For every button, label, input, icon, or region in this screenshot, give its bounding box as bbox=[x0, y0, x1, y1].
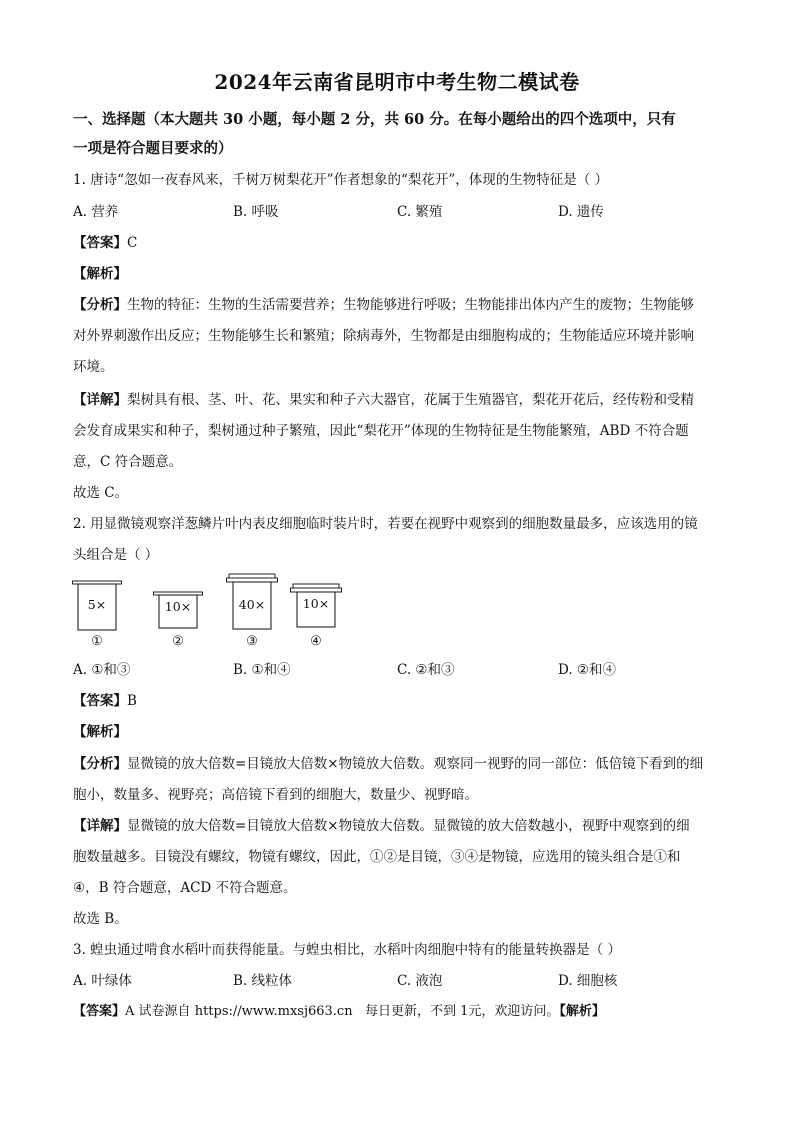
q2-option-b: B. ①和④ bbox=[233, 662, 291, 678]
q2-detail-line1 bbox=[73, 816, 733, 836]
detail-tag: 【详解】 bbox=[73, 392, 127, 408]
q2-analysis-tag: 【解析】 bbox=[73, 724, 127, 740]
footer-url-link[interactable]: https://www.mxsj663.cn bbox=[194, 1004, 353, 1019]
q2-conclusion: 故选 B。 bbox=[73, 911, 128, 927]
q1-stem: 1. 唐诗“忽如一夜春风来，千树万树梨花开”作者想象的“梨花开”，体现的生物特征是（ ） bbox=[73, 172, 609, 188]
lens-2-diagram bbox=[153, 590, 203, 630]
q1-option-a: A. 营养 bbox=[73, 204, 119, 220]
q1-detail-line3: 意，C 符合题意。 bbox=[73, 454, 183, 470]
q2-answer bbox=[73, 691, 733, 711]
answer-tag: 【答案】 bbox=[73, 235, 127, 251]
q3-answer-footer bbox=[73, 1002, 733, 1022]
lens-1-number: ① bbox=[91, 634, 103, 649]
q2-option-a: A. ①和③ bbox=[73, 662, 131, 678]
lens-2-number: ② bbox=[172, 634, 184, 649]
lens-2-label: 10× bbox=[164, 599, 192, 614]
q2-fenxi-line2: 胞小，数量多、视野亮；高倍镜下看到的细胞大，数量少、视野暗。 bbox=[73, 787, 478, 803]
fenxi-text: 显微镜的放大倍数=目镜放大倍数×物镜放大倍数。观察同一视野的同一部位：低倍镜下看到的细 bbox=[127, 756, 704, 772]
detail-text: 显微镜的放大倍数=目镜放大倍数×物镜放大倍数。显微镜的放大倍数越小，视野中观察到的细 bbox=[127, 818, 690, 834]
q1-detail-line1 bbox=[73, 390, 733, 410]
answer-tag: 【答案】 bbox=[73, 1004, 126, 1019]
detail-text: 梨树具有根、茎、叶、花、果实和种子六大器官，花属于生殖器官，梨花开花后，经传粉和受精 bbox=[127, 392, 694, 408]
q1-detail-line2: 会发育成果实和种子，梨树通过种子繁殖，因此“梨花开”体现的生物特征是生物能繁殖，ABD 不符合题 bbox=[73, 423, 689, 439]
q1-analysis-tag: 【解析】 bbox=[73, 266, 127, 282]
lens-1-diagram bbox=[72, 579, 122, 631]
answer-tag: 【答案】 bbox=[73, 693, 127, 709]
q3-option-d: D. 细胞核 bbox=[558, 973, 618, 989]
q2-fenxi-line1 bbox=[73, 754, 733, 774]
q2-option-c: C. ②和③ bbox=[397, 662, 455, 678]
answer-value: A bbox=[125, 1004, 135, 1019]
q3-option-c: C. 液泡 bbox=[397, 973, 443, 989]
q2-detail-line3: ④，B 符合题意，ACD 不符合题意。 bbox=[73, 880, 297, 896]
fenxi-text: 生物的特征：生物的生活需要营养；生物能够进行呼吸；生物能排出体内产生的废物；生物能够 bbox=[127, 297, 694, 313]
q3-option-a: A. 叶绿体 bbox=[73, 973, 132, 989]
q1-fenxi-line3: 环境。 bbox=[73, 359, 114, 375]
page-title: 2024年云南省昆明市中考生物二模试卷 bbox=[214, 70, 580, 94]
section-heading-line1: 一、选择题（本大题共 30 小题，每小题 2 分，共 60 分。在每小题给出的四个选项中，只有 bbox=[73, 111, 676, 128]
q1-fenxi-line1 bbox=[73, 295, 733, 315]
q3-option-b: B. 线粒体 bbox=[233, 973, 293, 989]
detail-tag: 【详解】 bbox=[73, 818, 127, 834]
q1-answer bbox=[73, 233, 733, 253]
q3-stem: 3. 蝗虫通过啃食水稻叶而获得能量。与蝗虫相比，水稻叶肉细胞中特有的能量转换器是（ ） bbox=[73, 942, 621, 958]
footer-tail-text: 每日更新，不到 1元，欢迎访问。 bbox=[365, 1004, 560, 1019]
footer-source-text: 试卷源自 bbox=[138, 1004, 191, 1019]
lens-3-label: 40× bbox=[238, 597, 266, 612]
q1-conclusion: 故选 C。 bbox=[73, 485, 129, 501]
section-heading-line2: 一项是符合题目要求的） bbox=[73, 140, 233, 157]
lens-4-number: ④ bbox=[310, 634, 322, 649]
q1-fenxi-line2: 对外界刺激作出反应；生物能够生长和繁殖；除病毒外，生物都是由细胞构成的；生物能适应环境并影响 bbox=[73, 328, 694, 344]
lens-3-diagram bbox=[226, 573, 278, 631]
q2-detail-line2: 胞数量越多。目镜没有螺纹，物镜有螺纹，因此，①②是目镜，③④是物镜，应选用的镜头组合是①和 bbox=[73, 849, 681, 865]
q2-option-d: D. ②和④ bbox=[558, 662, 617, 678]
q2-stem-line1: 2. 用显微镜观察洋葱鳞片叶内表皮细胞临时装片时，若要在视野中观察到的细胞数量最多，应该选用的镜 bbox=[73, 516, 698, 532]
lens-4-diagram bbox=[290, 583, 342, 629]
analysis-tag: 【解析】 bbox=[559, 1004, 605, 1019]
lens-4-label: 10× bbox=[302, 596, 330, 611]
q2-stem-line2: 头组合是（ ） bbox=[73, 547, 159, 563]
fenxi-tag: 【分析】 bbox=[73, 756, 127, 772]
fenxi-tag: 【分析】 bbox=[73, 297, 127, 313]
lens-1-label: 5× bbox=[87, 597, 107, 612]
answer-value: C bbox=[127, 235, 138, 251]
q1-option-c: C. 繁殖 bbox=[397, 204, 443, 220]
q1-option-d: D. 遗传 bbox=[558, 204, 604, 220]
answer-value: B bbox=[127, 693, 137, 709]
lens-3-number: ③ bbox=[246, 634, 258, 649]
q1-option-b: B. 呼吸 bbox=[233, 204, 279, 220]
